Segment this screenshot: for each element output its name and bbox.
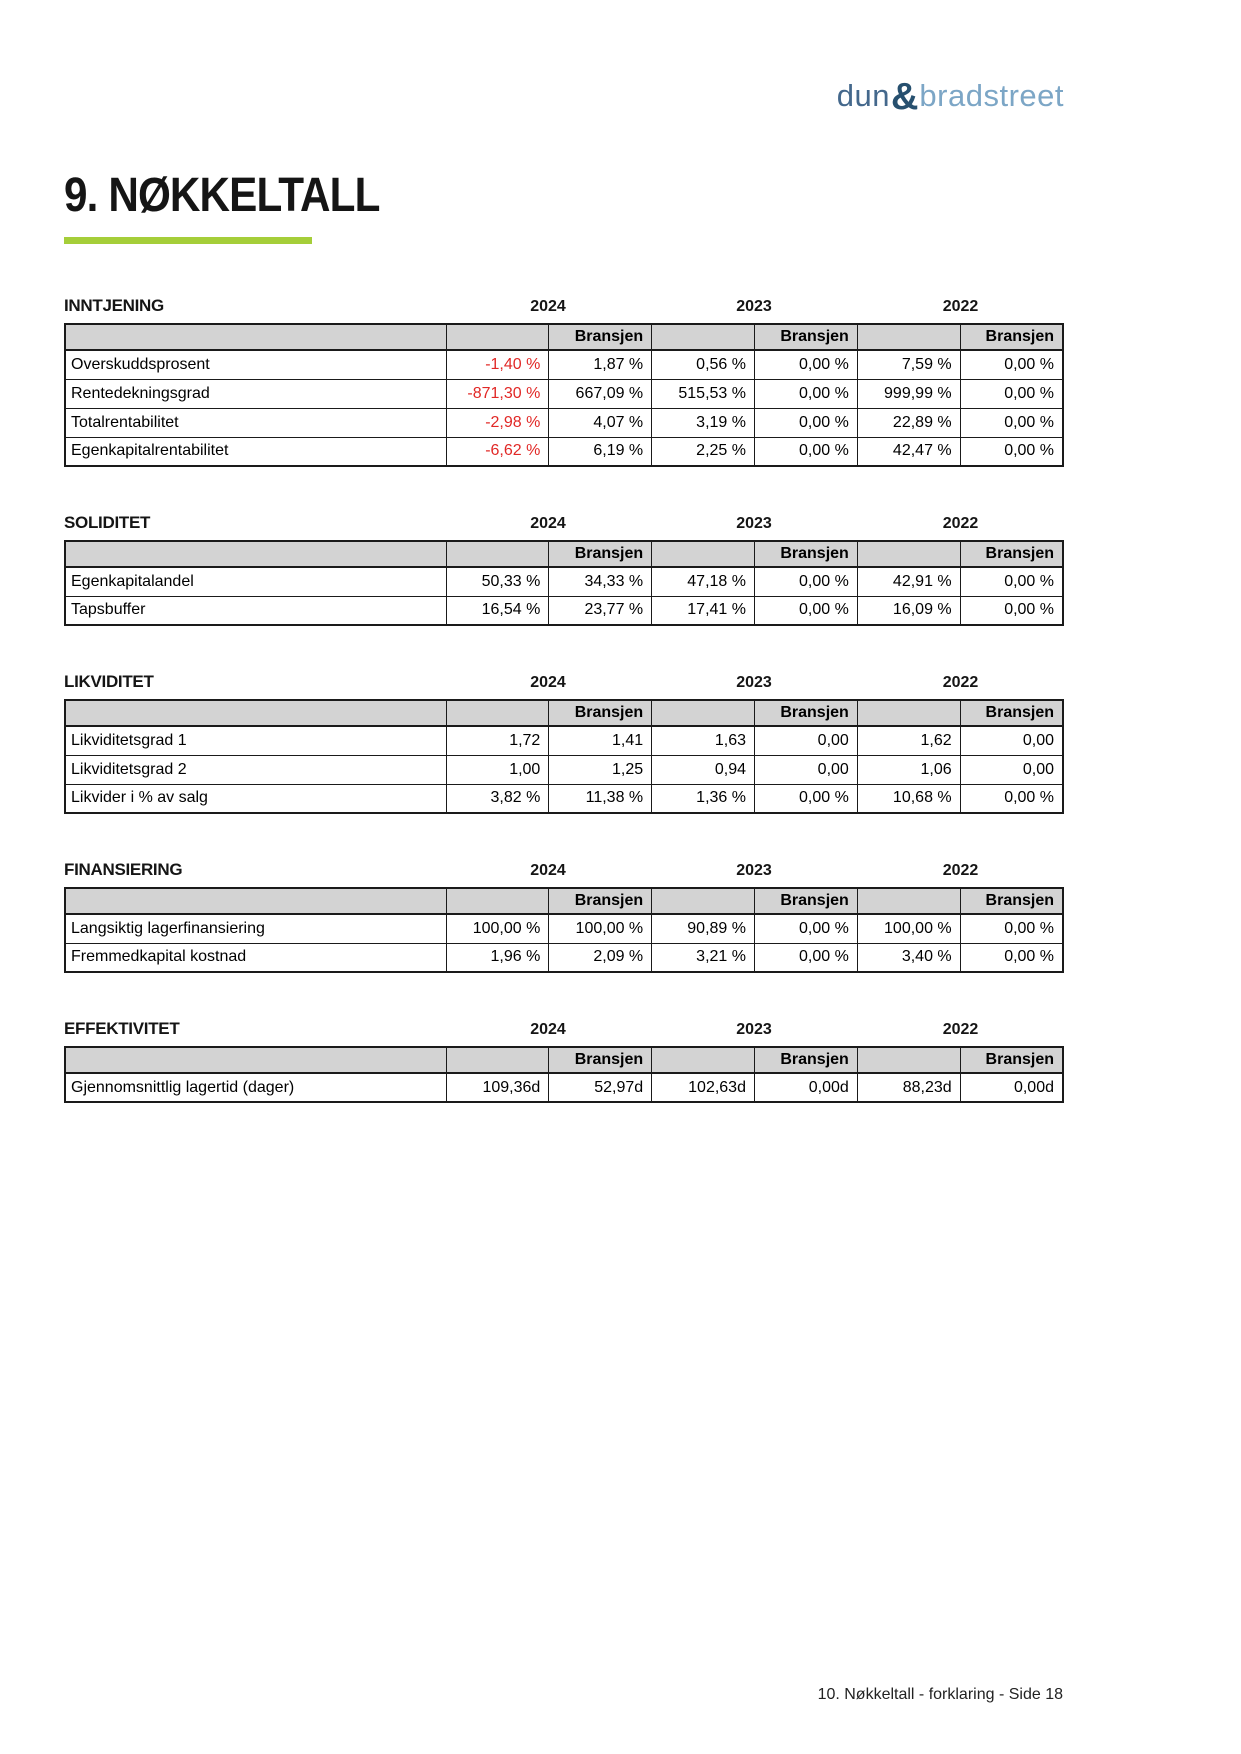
table-body <box>65 324 1063 466</box>
section-title: EFFEKTIVITET <box>64 1019 180 1038</box>
header-bransjen-cell: Bransjen <box>754 1047 857 1073</box>
value-cell: 3,21 % <box>652 943 755 972</box>
header-year-value-cell <box>652 324 755 350</box>
year-label-2022: 2022 <box>942 298 979 315</box>
row-label: Langsiktig lagerfinansiering <box>65 914 446 943</box>
value-cell: 0,00 % <box>754 943 857 972</box>
section-soliditet <box>64 513 1064 626</box>
value-cell: 0,00 % <box>960 379 1063 408</box>
value-cell: 0,00 % <box>754 437 857 466</box>
value-cell: 0,00 % <box>960 784 1063 813</box>
header-year-value-cell <box>857 888 960 914</box>
year-label-2023: 2023 <box>736 862 772 879</box>
header-bransjen-cell: Bransjen <box>960 1047 1063 1073</box>
header-year-value-cell <box>652 888 755 914</box>
header-empty-cell <box>65 324 446 350</box>
header-empty-cell <box>65 541 446 567</box>
header-empty-cell <box>65 700 446 726</box>
header-bransjen-cell: Bransjen <box>754 324 857 350</box>
header-bransjen-cell: Bransjen <box>754 888 857 914</box>
year-label-2024: 2024 <box>530 862 566 879</box>
value-cell: 1,41 <box>549 726 652 755</box>
table-row <box>65 437 1063 466</box>
table-inntjening <box>64 323 1064 467</box>
header-empty-cell <box>65 888 446 914</box>
value-cell: 6,19 % <box>549 437 652 466</box>
value-cell: 0,00 <box>960 755 1063 784</box>
section-header <box>64 1019 1064 1039</box>
header-year-value-cell <box>857 700 960 726</box>
year-label-2022: 2022 <box>942 674 979 691</box>
table-body <box>65 1047 1063 1102</box>
header-year-value-cell <box>857 324 960 350</box>
header-bransjen-cell: Bransjen <box>960 541 1063 567</box>
table-row <box>65 567 1063 596</box>
logo-ampersand-icon: & <box>890 76 919 118</box>
value-cell: 11,38 % <box>549 784 652 813</box>
table-row <box>65 1073 1063 1102</box>
year-label-2022: 2022 <box>942 515 979 532</box>
year-label-2024: 2024 <box>530 1021 566 1038</box>
header-empty-cell <box>65 1047 446 1073</box>
row-label: Egenkapitalrentabilitet <box>65 437 446 466</box>
value-cell: 0,00 <box>754 755 857 784</box>
header-year-value-cell <box>652 541 755 567</box>
value-cell: 34,33 % <box>549 567 652 596</box>
year-label-2023: 2023 <box>736 515 772 532</box>
value-cell: 515,53 % <box>652 379 755 408</box>
value-cell: 0,00 % <box>960 437 1063 466</box>
dun-bradstreet-logo <box>64 0 1064 116</box>
table-effektivitet <box>64 1046 1064 1103</box>
value-cell: -6,62 % <box>446 437 549 466</box>
header-bransjen-cell: Bransjen <box>960 324 1063 350</box>
header-year-value-cell <box>446 700 549 726</box>
value-cell: 3,40 % <box>857 943 960 972</box>
value-cell: 90,89 % <box>652 914 755 943</box>
value-cell: 1,96 % <box>446 943 549 972</box>
section-inntjening <box>64 296 1064 467</box>
table-header-row <box>65 324 1063 350</box>
section-finansiering <box>64 860 1064 973</box>
value-cell: 88,23d <box>857 1073 960 1102</box>
header-year-value-cell <box>446 541 549 567</box>
header-year-value-cell <box>652 1047 755 1073</box>
value-cell: 0,00 % <box>960 914 1063 943</box>
value-cell: 0,00d <box>754 1073 857 1102</box>
value-cell: 0,56 % <box>652 350 755 379</box>
section-likviditet <box>64 672 1064 814</box>
header-bransjen-cell: Bransjen <box>549 888 652 914</box>
section-title: SOLIDITET <box>64 513 151 532</box>
value-cell: 0,00 % <box>754 408 857 437</box>
value-cell: 17,41 % <box>652 596 755 625</box>
row-label: Fremmedkapital kostnad <box>65 943 446 972</box>
row-label: Likviditetsgrad 2 <box>65 755 446 784</box>
value-cell: -871,30 % <box>446 379 549 408</box>
header-bransjen-cell: Bransjen <box>754 541 857 567</box>
row-label: Likviditetsgrad 1 <box>65 726 446 755</box>
section-header <box>64 513 1064 533</box>
section-effektivitet <box>64 1019 1064 1103</box>
value-cell: 16,09 % <box>857 596 960 625</box>
value-cell: 1,63 <box>652 726 755 755</box>
value-cell: 0,00 % <box>754 596 857 625</box>
row-label: Overskuddsprosent <box>65 350 446 379</box>
value-cell: 1,36 % <box>652 784 755 813</box>
table-row <box>65 596 1063 625</box>
table-soliditet <box>64 540 1064 626</box>
page-title: 9. NØKKELTALL <box>64 169 380 222</box>
table-header-row <box>65 700 1063 726</box>
row-label: Egenkapitalandel <box>65 567 446 596</box>
value-cell: 100,00 % <box>446 914 549 943</box>
header-bransjen-cell: Bransjen <box>960 888 1063 914</box>
section-title: LIKVIDITET <box>64 672 154 691</box>
header-bransjen-cell: Bransjen <box>754 700 857 726</box>
title-accent-bar <box>64 237 312 244</box>
table-row <box>65 943 1063 972</box>
year-label-2023: 2023 <box>736 298 772 315</box>
row-label: Tapsbuffer <box>65 596 446 625</box>
header-year-value-cell <box>857 1047 960 1073</box>
section-title: INNTJENING <box>64 296 164 315</box>
value-cell: 0,00 % <box>754 784 857 813</box>
table-row <box>65 755 1063 784</box>
header-bransjen-cell: Bransjen <box>549 324 652 350</box>
table-row <box>65 914 1063 943</box>
logo-text-bradstreet: bradstreet <box>919 78 1064 113</box>
year-label-2022: 2022 <box>942 862 979 879</box>
table-finansiering <box>64 887 1064 973</box>
year-label-2023: 2023 <box>736 674 772 691</box>
value-cell: 667,09 % <box>549 379 652 408</box>
value-cell: 0,94 <box>652 755 755 784</box>
logo-text-dun: dun <box>836 78 890 113</box>
row-label: Likvider i % av salg <box>65 784 446 813</box>
value-cell: 47,18 % <box>652 567 755 596</box>
row-label: Totalrentabilitet <box>65 408 446 437</box>
value-cell: 16,54 % <box>446 596 549 625</box>
header-bransjen-cell: Bransjen <box>960 700 1063 726</box>
value-cell: 0,00 % <box>960 350 1063 379</box>
table-row <box>65 408 1063 437</box>
value-cell: 2,25 % <box>652 437 755 466</box>
value-cell: 1,87 % <box>549 350 652 379</box>
page-content <box>64 0 1064 1149</box>
value-cell: 109,36d <box>446 1073 549 1102</box>
header-year-value-cell <box>446 1047 549 1073</box>
value-cell: 0,00 % <box>960 567 1063 596</box>
value-cell: 0,00 % <box>754 914 857 943</box>
value-cell: 7,59 % <box>857 350 960 379</box>
value-cell: 52,97d <box>549 1073 652 1102</box>
table-header-row <box>65 541 1063 567</box>
year-label-2024: 2024 <box>530 515 566 532</box>
value-cell: 0,00 % <box>960 596 1063 625</box>
table-row <box>65 350 1063 379</box>
value-cell: 0,00d <box>960 1073 1063 1102</box>
value-cell: 0,00 % <box>754 567 857 596</box>
section-header <box>64 672 1064 692</box>
value-cell: 102,63d <box>652 1073 755 1102</box>
value-cell: 22,89 % <box>857 408 960 437</box>
value-cell: 0,00 % <box>960 408 1063 437</box>
year-label-2024: 2024 <box>530 298 566 315</box>
value-cell: 3,82 % <box>446 784 549 813</box>
value-cell: 4,07 % <box>549 408 652 437</box>
header-year-value-cell <box>857 541 960 567</box>
header-bransjen-cell: Bransjen <box>549 700 652 726</box>
value-cell: 100,00 % <box>857 914 960 943</box>
value-cell: 50,33 % <box>446 567 549 596</box>
year-label-2024: 2024 <box>530 674 566 691</box>
value-cell: 0,00 % <box>754 379 857 408</box>
value-cell: -1,40 % <box>446 350 549 379</box>
value-cell: 2,09 % <box>549 943 652 972</box>
value-cell: 999,99 % <box>857 379 960 408</box>
value-cell: -2,98 % <box>446 408 549 437</box>
table-header-row <box>65 888 1063 914</box>
value-cell: 42,91 % <box>857 567 960 596</box>
value-cell: 1,06 <box>857 755 960 784</box>
table-header-row <box>65 1047 1063 1073</box>
table-row <box>65 726 1063 755</box>
row-label: Gjennomsnittlig lagertid (dager) <box>65 1073 446 1102</box>
table-row <box>65 379 1063 408</box>
value-cell: 0,00 % <box>960 943 1063 972</box>
value-cell: 1,00 <box>446 755 549 784</box>
table-body <box>65 700 1063 813</box>
year-label-2023: 2023 <box>736 1021 772 1038</box>
value-cell: 0,00 <box>754 726 857 755</box>
year-label-2022: 2022 <box>942 1021 979 1038</box>
value-cell: 1,62 <box>857 726 960 755</box>
value-cell: 0,00 <box>960 726 1063 755</box>
header-bransjen-cell: Bransjen <box>549 541 652 567</box>
table-row <box>65 784 1063 813</box>
value-cell: 1,25 <box>549 755 652 784</box>
header-year-value-cell <box>652 700 755 726</box>
value-cell: 100,00 % <box>549 914 652 943</box>
value-cell: 3,19 % <box>652 408 755 437</box>
value-cell: 1,72 <box>446 726 549 755</box>
row-label: Rentedekningsgrad <box>65 379 446 408</box>
table-body <box>65 888 1063 972</box>
value-cell: 10,68 % <box>857 784 960 813</box>
header-bransjen-cell: Bransjen <box>549 1047 652 1073</box>
page-footer: 10. Nøkkeltall - forklaring - Side 18 <box>817 1686 1063 1703</box>
section-title: FINANSIERING <box>64 860 183 879</box>
value-cell: 0,00 % <box>754 350 857 379</box>
header-year-value-cell <box>446 324 549 350</box>
header-year-value-cell <box>446 888 549 914</box>
sections <box>64 296 1064 1103</box>
section-header <box>64 296 1064 316</box>
table-likviditet <box>64 699 1064 814</box>
table-body <box>65 541 1063 625</box>
value-cell: 23,77 % <box>549 596 652 625</box>
value-cell: 42,47 % <box>857 437 960 466</box>
section-header <box>64 860 1064 880</box>
